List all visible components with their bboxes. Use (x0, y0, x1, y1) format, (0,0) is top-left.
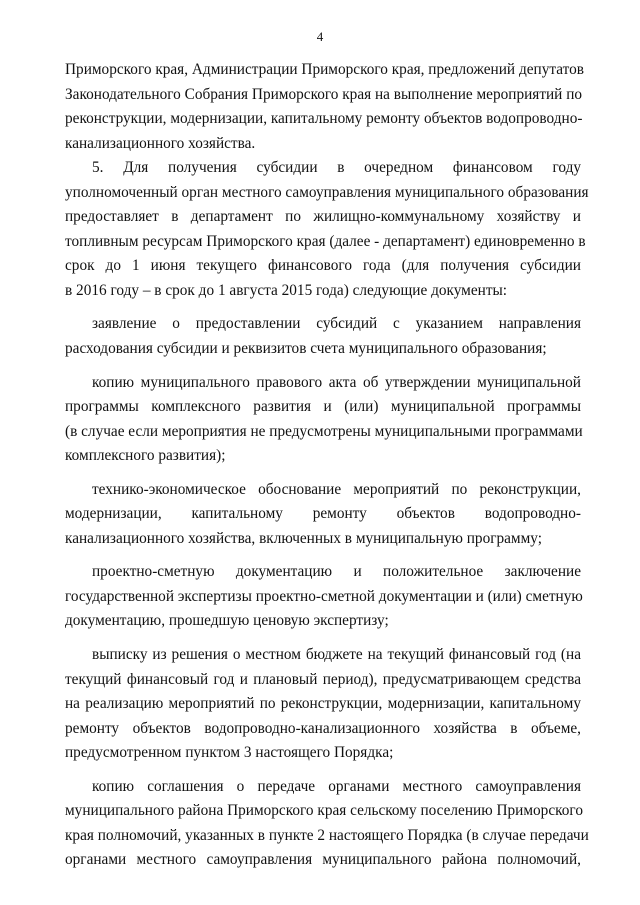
paragraph (65, 643, 581, 766)
paragraph (65, 775, 589, 873)
text-line: программы комплексного развития и (или) муниципальной программы (65, 398, 581, 416)
text-line: муниципального района Приморского края сельскому поселению Приморского (65, 802, 583, 820)
text-line: срок до 1 июня текущего финансового года (для получения субсидии (65, 257, 581, 275)
text-line: проектно-сметную документацию и положительное заключение (92, 563, 581, 581)
paragraph (65, 478, 581, 552)
text-line: ремонту объектов водопроводно-канализационного хозяйства в объеме, (65, 719, 581, 737)
text-line: 5. Для получения субсидии в очередном финансовом году (92, 159, 581, 177)
text-line: органами местного самоуправления муниципального района полномочий, (65, 851, 581, 869)
paragraph (65, 560, 581, 634)
text-line: государственной экспертизы проектно-сметной документации и (или) сметную (65, 587, 583, 605)
paragraph (65, 156, 589, 303)
text-line: топливным ресурсам Приморского края (далее - департамент) единовременно в (65, 232, 586, 250)
text-line: Законодательного Собрания Приморского края на выполнение мероприятий по (65, 85, 583, 103)
text-line: на реализацию мероприятий по реконструкции, модернизации, капитальному (65, 695, 581, 713)
text-line: уполномоченный орган местного самоуправления муниципального образования (65, 183, 589, 201)
text-line: модернизации, капитальному ремонту объектов водопроводно- (65, 505, 581, 523)
text-line: (в случае если мероприятия не предусмотрены муниципальными программами (65, 422, 583, 440)
text-line: заявление о предоставлении субсидий с указанием направления (92, 315, 581, 333)
text-line: копию муниципального правового акта об утверждении муниципальной (92, 373, 581, 391)
text-line: расходования субсидии и реквизитов счета муниципального образования; (65, 340, 547, 358)
text-line: канализационного хозяйства. (65, 134, 256, 152)
page-number: 4 (316, 29, 324, 44)
text-line: края полномочий, указанных в пункте 2 настоящего Порядка (в случае передачи (65, 826, 589, 844)
text-line: в 2016 году – в срок до 1 августа 2015 года) следующие документы: (65, 281, 508, 299)
text-line: выписку из решения о местном бюджете на текущий финансовый год (на (92, 646, 581, 664)
text-line: копию соглашения о передаче органами местного самоуправления (92, 777, 581, 795)
text-line: документацию, прошедшую ценовую экспертизу; (65, 612, 389, 630)
text-line: текущий финансовый год и плановый период), предусматривающем средства (65, 670, 581, 688)
paragraph (65, 312, 581, 361)
text-line: предусмотренном пунктом 3 настоящего Порядка; (65, 744, 394, 762)
text-line: комплексного развития); (65, 447, 226, 465)
document-body (65, 58, 589, 873)
paragraph (65, 371, 581, 469)
text-line: Приморского края, Администрации Приморского края, предложений депутатов (65, 61, 584, 78)
text-line: реконструкции, модернизации, капитальному ремонту объектов водопроводно- (65, 110, 583, 128)
text-line: предоставляет в департамент по жилищно-коммунальному хозяйству и (65, 208, 581, 226)
text-line: технико-экономическое обоснование мероприятий по реконструкции, (92, 480, 581, 498)
text-line: канализационного хозяйства, включенных в муниципальную программу; (65, 529, 542, 547)
paragraph (65, 58, 584, 156)
